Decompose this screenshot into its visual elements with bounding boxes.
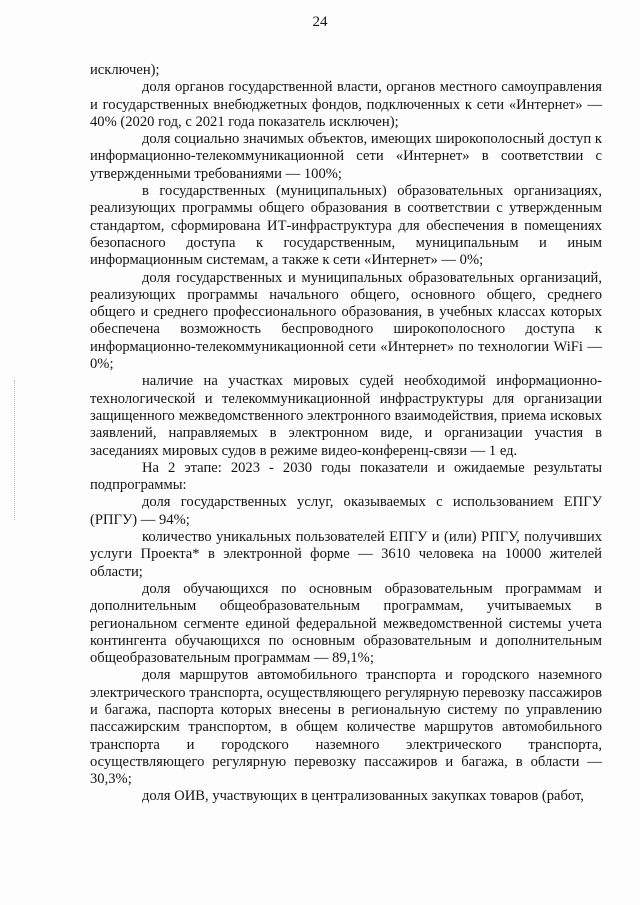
document-body <box>90 62 602 806</box>
paragraph: доля социально значимых объектов, имеющих широкополосный доступ к информационно-телекоммуникационной сети «Интернет» в соответствии с утвержденными требованиями — 100%; <box>90 131 602 182</box>
paragraph: доля государственных и муниципальных образовательных организаций, реализующих программы начального общего, основного общего, среднего общего и среднего профессионального образования, в учебных классах которых обеспечена возможность беспроводного широкополосного доступа к информационно-телекоммуникационной сети «Интернет» по технологии WiFi — 0%; <box>90 269 602 373</box>
paragraph: наличие на участках мировых судей необходимой информационно-технологической и телекоммуникационной инфраструктуры для организации защищенного межведомственного электронного взаимодействия, приема исковых заявлений, направляемых в электронном виде, и организации участия в заседаниях мировых судов в режиме видео-конференц-связи — 1 ед. <box>90 373 602 459</box>
paragraph: На 2 этапе: 2023 - 2030 годы показатели и ожидаемые результаты подпрограммы: <box>90 459 602 494</box>
paragraph: доля ОИВ, участвующих в централизованных закупках товаров (работ, <box>142 788 584 805</box>
paragraph-continuation: исключен); <box>90 62 160 78</box>
paragraph: доля обучающихся по основным образовательным программам и дополнительным общеобразовательным программам, учитываемых в региональном сегменте единой федеральной межведомственной системы учета контингента обучающихся по основным образовательным и дополнительным общеобразовательным программам — 89,1%; <box>90 580 602 667</box>
page-number: 24 <box>312 14 328 30</box>
paragraph: доля маршрутов автомобильного транспорта и городского наземного электрического транспорта, осуществляющего регулярную перевозку пассажиров и багажа, паспорта которых внесены в региональную систему по управлению пассажирским транспортом, в общем количестве маршрутов автомобильного транспорта и городского наземного электрического транспорта, осуществляющего регулярную перевозку пассажиров и багажа, в области — 30,3%; <box>90 667 602 788</box>
paragraph: доля государственных услуг, оказываемых с использованием ЕПГУ (РПГУ) — 94%; <box>90 494 602 528</box>
paragraph: доля органов государственной власти, органов местного самоуправления и государственных внебюджетных фондов, подключенных к сети «Интернет» — 40% (2020 год, с 2021 года показатель исключен); <box>90 79 602 130</box>
paragraph: количество уникальных пользователей ЕПГУ и (или) РПГУ, получивших услуги Проекта* в электронной форме — 3610 человека на 10000 жителей области; <box>90 529 602 580</box>
scan-margin-marks <box>14 380 21 520</box>
paragraph: в государственных (муниципальных) образовательных организациях, реализующих программы общего образования в соответствии с утвержденным стандартом, сформирована ИТ-инфраструктура для обеспечения в помещениях безопасного доступа к государственным, муниципальным и иным информационным системам, а также к сети «Интернет» — 0%; <box>90 183 602 269</box>
